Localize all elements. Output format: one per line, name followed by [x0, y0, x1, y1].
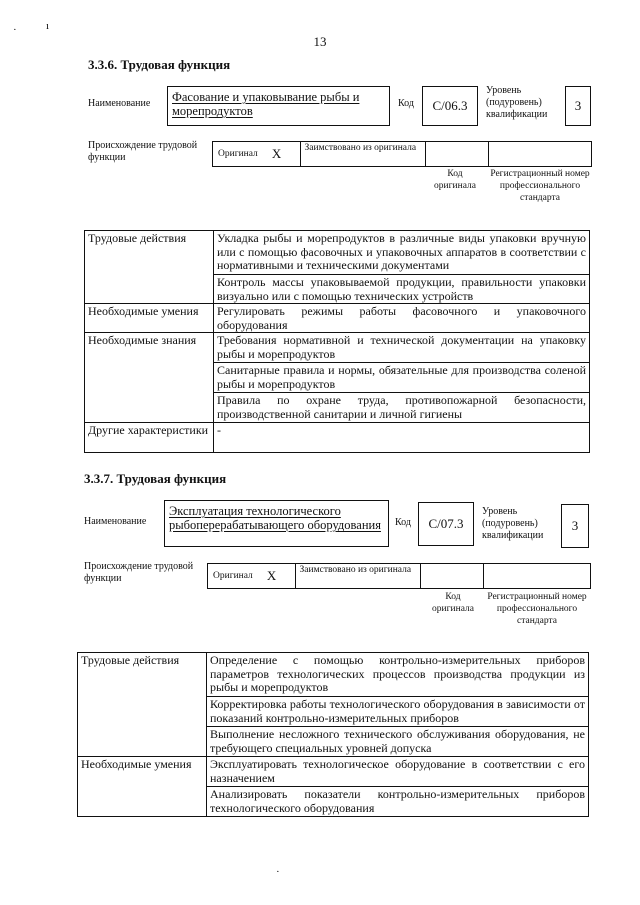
row-item: Выполнение несложного технического обслуживания оборудования, не требующего специальных уровней допуска [207, 727, 589, 757]
row-item: Корректировка работы технологического оборудования в зависимости от показаний контрольно-измерительных приборов [207, 697, 589, 727]
code-label: Код [395, 517, 411, 528]
row-item: Санитарные правила и нормы, обязательные для производства соленой рыбы и морепродуктов [214, 363, 590, 393]
row-header: Необходимые умения [85, 304, 214, 333]
table-row [85, 423, 590, 453]
table-row [78, 757, 589, 787]
row-item: Анализировать показатели контрольно-измерительных приборов технологического оборудования [207, 787, 589, 817]
row-item: - [214, 423, 590, 453]
original-code-cell [421, 564, 484, 588]
original-code-caption: Код оригинала [432, 592, 474, 614]
original-cell [208, 564, 296, 588]
code-label: Код [398, 98, 414, 109]
table-row [85, 304, 590, 333]
section-title: 3.3.7. Трудовая функция [84, 471, 227, 486]
row-header: Необходимые умения [78, 757, 207, 817]
row-header: Другие характеристики [85, 423, 214, 453]
function-code: С/06.3 [422, 86, 478, 126]
row-item: Регулировать режимы работы фасовочного и упаковочного оборудования [214, 304, 590, 333]
level-label: Уровень (подуровень) квалификации [486, 85, 548, 120]
row-item: Эксплуатировать технологическое оборудование в соответствии с его назначением [207, 757, 589, 787]
row-item: Определение с помощью контрольно-измерительных приборов параметров технологических процессов производства продукции из рыбы и морепродуктов [207, 653, 589, 697]
name-label: Наименование [88, 98, 151, 109]
reg-number-caption: Регистрационный номер профессионального стандарта [487, 592, 587, 626]
qualification-level: 3 [565, 86, 591, 126]
row-item: Укладка рыбы и морепродуктов в различные виды упаковки вручную или с помощью фасовочных и упаковочных аппаратов в соответствии с нормативными и техническими документами [214, 231, 590, 275]
borrowed-label: Заимствовано из оригинала [299, 565, 412, 575]
origin-row [207, 563, 591, 589]
function-table [84, 230, 590, 453]
borrowed-cell [301, 142, 426, 166]
borrowed-label: Заимствовано из оригинала [304, 143, 417, 153]
row-item: Контроль массы упаковываемой продукции, правильности упаковки визуально или с помощью технических устройств [214, 275, 590, 304]
original-code-cell [426, 142, 489, 166]
reg-number-cell [489, 142, 591, 166]
scan-dot: · [276, 866, 280, 878]
name-label: Наименование [84, 516, 147, 527]
table-row [78, 653, 589, 697]
page-number: 13 [313, 34, 327, 49]
level-label: Уровень (подуровень) квалификации [482, 506, 544, 541]
row-header: Трудовые действия [78, 653, 207, 757]
reg-number-caption: Регистрационный номер профессионального стандарта [490, 169, 590, 203]
function-table [77, 652, 589, 817]
section-title: 3.3.6. Трудовая функция [88, 57, 231, 72]
function-name: Эксплуатация технологического рыбоперерабатывающего оборудования [164, 500, 389, 547]
table-row [85, 333, 590, 363]
origin-row [212, 141, 592, 167]
original-label: Оригинал [218, 148, 258, 159]
scan-dot: · [13, 24, 17, 36]
reg-number-cell [484, 564, 590, 588]
original-code-caption: Код оригинала [434, 169, 476, 191]
row-header: Необходимые знания [85, 333, 214, 423]
origin-label: Происхождение трудовой функции [84, 561, 194, 584]
qualification-level: 3 [561, 504, 589, 548]
original-label: Оригинал [213, 570, 253, 581]
scan-dot: ı [46, 20, 50, 32]
original-mark: X [266, 568, 277, 583]
original-cell [213, 142, 301, 166]
row-item: Требования нормативной и технической документации на упаковку рыбы и морепродуктов [214, 333, 590, 363]
row-item: Правила по охране труда, противопожарной безопасности, производственной санитарии и личной гигиены [214, 393, 590, 423]
row-header: Трудовые действия [85, 231, 214, 304]
borrowed-cell [296, 564, 421, 588]
table-row [85, 231, 590, 275]
original-mark: X [271, 146, 282, 161]
function-code: С/07.3 [418, 502, 474, 546]
function-name: Фасование и упаковывание рыбы и морепродуктов [167, 86, 390, 126]
origin-label: Происхождение трудовой функции [88, 140, 198, 163]
